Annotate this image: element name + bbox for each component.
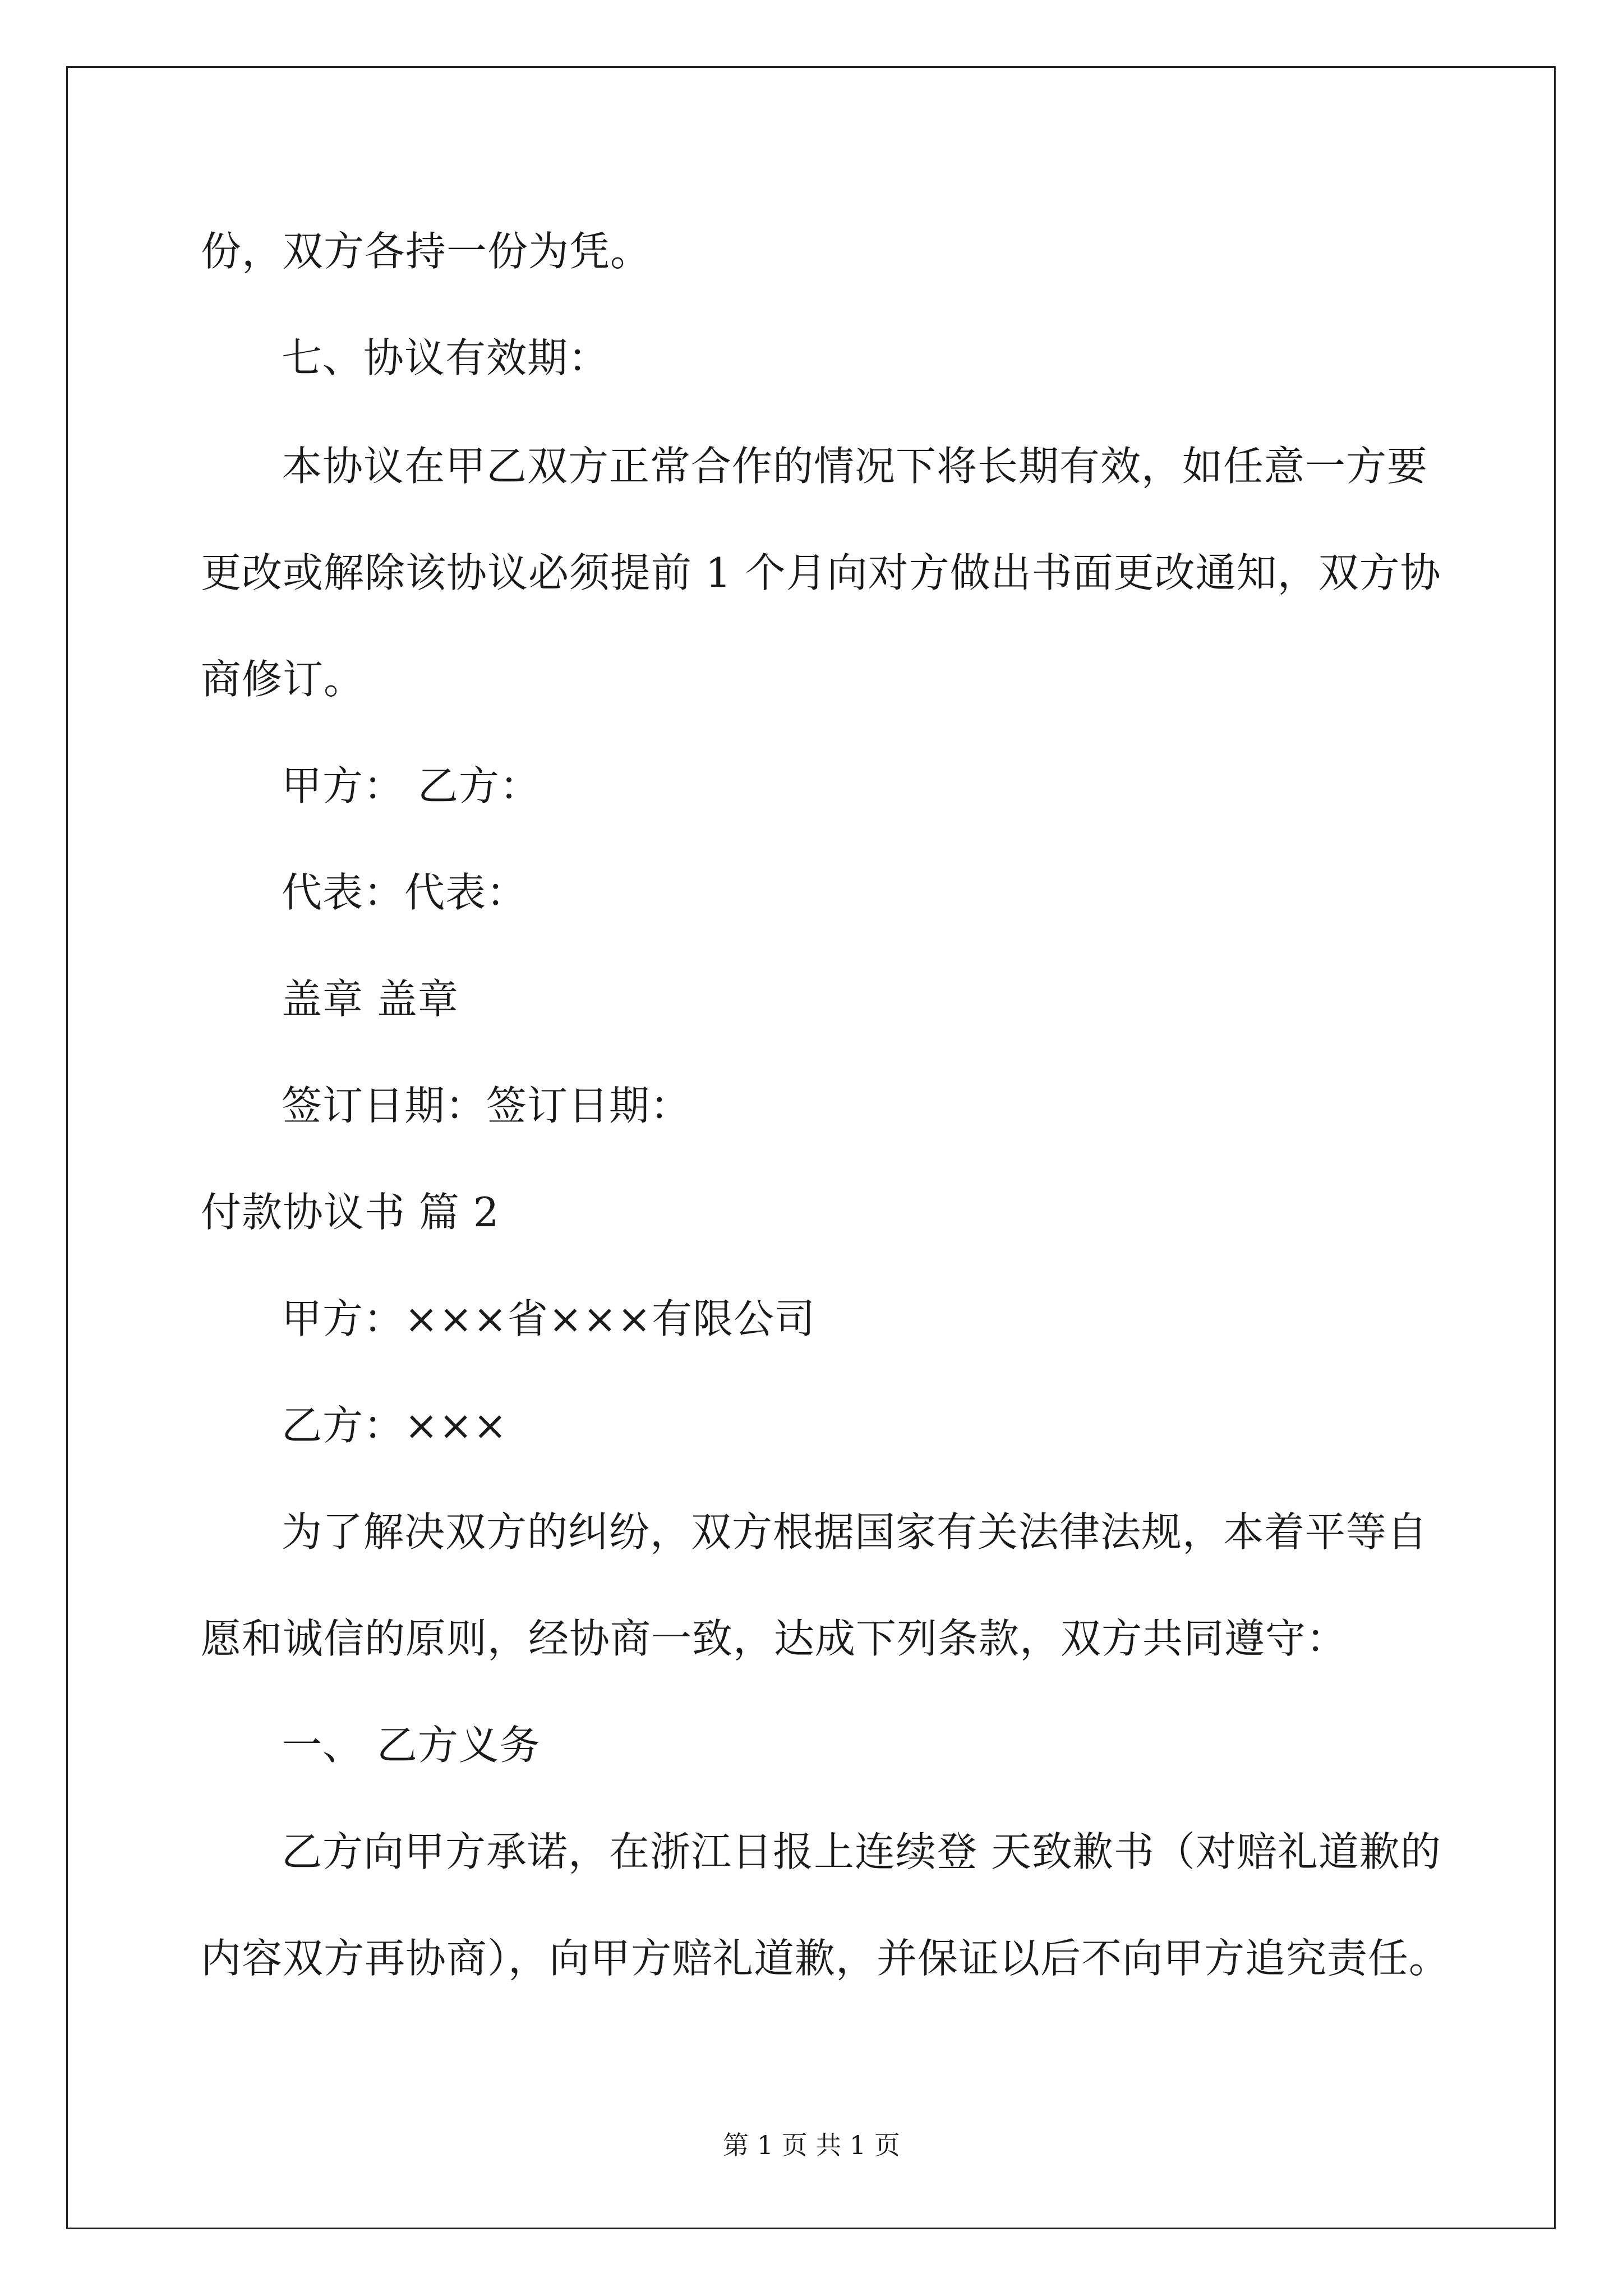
paragraph-line: 乙方向甲方承诺，在浙江日报上连续登 天致歉书（对赔礼道歉的	[282, 1828, 1441, 1875]
party-a-line: 甲方：×××省×××有限公司	[282, 1295, 815, 1342]
signature-date-line: 签订日期：签订日期：	[282, 1082, 691, 1129]
party-b-line: 乙方：×××	[282, 1402, 508, 1449]
paragraph-line: 内容双方再协商），向甲方赔礼道歉，并保证以后不向甲方追究责任。	[201, 1935, 1450, 1982]
paragraph-line: 为了解决双方的纠纷，双方根据国家有关法律法规，本着平等自	[282, 1508, 1428, 1556]
paragraph-line: 商修订。	[201, 656, 365, 703]
page-border	[66, 66, 1556, 2229]
signature-seal-line: 盖章 盖章	[282, 976, 459, 1023]
paragraph-line: 更改或解除该协议必须提前 1 个月向对方做出书面更改通知，双方协	[201, 549, 1441, 596]
section-heading: 一、 乙方义务	[282, 1722, 541, 1769]
document-title: 付款协议书 篇 2	[201, 1189, 500, 1236]
paragraph-line: 份，双方各持一份为凭。	[201, 228, 652, 275]
paragraph-line: 愿和诚信的原则，经协商一致，达成下列条款，双方共同遵守：	[201, 1615, 1348, 1662]
paragraph-line: 本协议在甲乙双方正常合作的情况下将长期有效，如任意一方要	[282, 443, 1428, 490]
section-heading: 七、协议有效期：	[282, 334, 610, 381]
page-number: 第 1 页 共 1 页	[723, 2130, 900, 2160]
signature-party-line: 甲方： 乙方：	[282, 762, 541, 809]
signature-representative-line: 代表：代表：	[282, 869, 528, 916]
